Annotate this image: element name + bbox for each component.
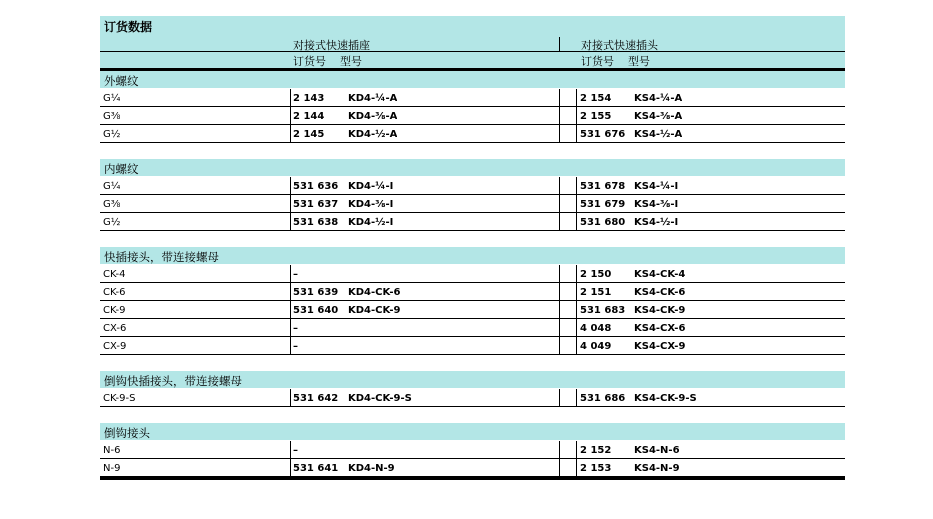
plug-type: KS4-½-A <box>634 129 683 140</box>
section-header <box>100 71 845 89</box>
plug-type: KS4-¼-I <box>634 181 679 192</box>
table-row <box>100 283 845 301</box>
plug-type: KS4-¼-A <box>634 93 683 104</box>
header-row-columns <box>100 52 845 68</box>
header-row-product <box>100 36 845 52</box>
plug-model-header: 型号 <box>628 55 650 68</box>
socket-order-number: 531 638 <box>293 217 339 228</box>
plug-order-number: 2 152 <box>580 445 612 456</box>
connection-label: N-9 <box>103 463 121 474</box>
plug-type: KS4-CX-9 <box>634 341 686 352</box>
column-divider <box>559 213 560 231</box>
order-data-table <box>100 16 845 480</box>
column-divider <box>576 195 577 213</box>
section-title: 倒钩接头 <box>104 426 150 440</box>
socket-header: 对接式快速插座 <box>293 39 370 52</box>
socket-order-number: 531 636 <box>293 181 339 192</box>
column-divider <box>576 107 577 125</box>
table-row <box>100 265 845 283</box>
section-title: 快插接头，带连接螺母 <box>104 250 219 264</box>
socket-order-number: – <box>293 269 298 280</box>
column-divider <box>576 177 577 195</box>
column-divider <box>559 337 560 355</box>
column-divider <box>559 125 560 143</box>
plug-type: KS4-CK-6 <box>634 287 686 298</box>
column-divider <box>290 283 291 301</box>
socket-type: KD4-CK-6 <box>348 287 401 298</box>
plug-type: KS4-½-I <box>634 217 679 228</box>
column-divider <box>559 283 560 301</box>
plug-type: KS4-CK-9 <box>634 305 686 316</box>
connection-label: CK-4 <box>103 269 126 280</box>
section-title: 内螺纹 <box>104 162 139 176</box>
connection-label: G¼ <box>103 93 121 104</box>
connection-label: CK-9-S <box>103 393 136 404</box>
column-divider <box>559 441 560 459</box>
column-divider <box>290 319 291 337</box>
socket-type: KD4-¼-A <box>348 93 398 104</box>
bottom-rule <box>100 477 845 480</box>
section-header <box>100 371 845 389</box>
table-row <box>100 177 845 195</box>
plug-order-number: 4 049 <box>580 341 612 352</box>
socket-type: KD4-CK-9 <box>348 305 401 316</box>
column-divider <box>576 389 577 407</box>
column-divider <box>290 125 291 143</box>
plug-column-headers <box>581 53 650 69</box>
socket-order-number: – <box>293 445 298 456</box>
plug-order-number: 531 679 <box>580 199 626 210</box>
column-divider <box>290 265 291 283</box>
column-divider <box>290 107 291 125</box>
socket-order-number: 2 144 <box>293 111 325 122</box>
section-spacer <box>100 143 845 159</box>
plug-order-number: 2 153 <box>580 463 612 474</box>
table-row <box>100 213 845 231</box>
connection-label: CX-6 <box>103 323 127 334</box>
plug-type: KS4-N-9 <box>634 463 680 474</box>
column-divider <box>290 177 291 195</box>
socket-column-headers <box>293 53 362 69</box>
connection-label: G½ <box>103 129 121 140</box>
column-divider <box>290 301 291 319</box>
column-divider <box>290 89 291 107</box>
connection-label: CX-9 <box>103 341 127 352</box>
connection-label: G⅜ <box>103 199 121 210</box>
socket-order-number: 2 145 <box>293 129 325 140</box>
plug-type: KS4-⅜-A <box>634 111 683 122</box>
table-title: 订货数据 <box>104 20 153 34</box>
plug-order-number: 531 680 <box>580 217 626 228</box>
column-divider <box>576 213 577 231</box>
table-title-bar <box>100 16 845 36</box>
plug-type: KS4-CK-4 <box>634 269 686 280</box>
header-divider <box>559 37 560 51</box>
socket-order-number: 531 639 <box>293 287 339 298</box>
plug-type: KS4-⅜-I <box>634 199 679 210</box>
section-spacer <box>100 231 845 247</box>
column-divider <box>576 301 577 319</box>
column-divider <box>290 195 291 213</box>
socket-type: KD4-½-A <box>348 129 398 140</box>
socket-order-number: 2 143 <box>293 93 325 104</box>
column-divider <box>576 125 577 143</box>
column-divider <box>559 301 560 319</box>
section-title: 倒钩快插接头，带连接螺母 <box>104 374 242 388</box>
connection-label: G¼ <box>103 181 121 192</box>
socket-model-header: 型号 <box>340 55 362 68</box>
table-row <box>100 441 845 459</box>
column-divider <box>559 319 560 337</box>
column-divider <box>559 195 560 213</box>
column-divider <box>576 283 577 301</box>
section-title: 外螺纹 <box>104 74 139 88</box>
column-divider <box>559 459 560 477</box>
table-row <box>100 389 845 407</box>
socket-type: KD4-N-9 <box>348 463 395 474</box>
table-row <box>100 107 845 125</box>
column-divider <box>290 441 291 459</box>
plug-header: 对接式快速插头 <box>581 39 658 52</box>
plug-order-number: 4 048 <box>580 323 612 334</box>
column-divider <box>576 319 577 337</box>
section-header <box>100 247 845 265</box>
section-header <box>100 423 845 441</box>
socket-order-no-header: 订货号 <box>293 55 326 68</box>
column-divider <box>576 89 577 107</box>
plug-type: KS4-N-6 <box>634 445 680 456</box>
column-divider <box>576 441 577 459</box>
socket-type: KD4-½-I <box>348 217 394 228</box>
column-divider <box>559 265 560 283</box>
socket-type: KD4-¼-I <box>348 181 394 192</box>
socket-order-number: 531 642 <box>293 393 339 404</box>
column-divider <box>576 337 577 355</box>
table-body <box>100 71 845 477</box>
socket-type: KD4-⅜-I <box>348 199 394 210</box>
connection-label: G½ <box>103 217 121 228</box>
plug-type: KS4-CX-6 <box>634 323 686 334</box>
column-divider <box>290 337 291 355</box>
column-divider <box>290 389 291 407</box>
table-row <box>100 89 845 107</box>
plug-order-number: 531 678 <box>580 181 626 192</box>
plug-order-number: 2 151 <box>580 287 612 298</box>
section-header <box>100 159 845 177</box>
socket-order-number: 531 640 <box>293 305 339 316</box>
connection-label: N-6 <box>103 445 121 456</box>
socket-order-number: 531 641 <box>293 463 339 474</box>
plug-order-number: 2 150 <box>580 269 612 280</box>
column-divider <box>576 265 577 283</box>
column-divider <box>559 177 560 195</box>
column-divider <box>559 389 560 407</box>
plug-order-number: 531 683 <box>580 305 626 316</box>
socket-order-number: 531 637 <box>293 199 339 210</box>
socket-order-number: – <box>293 323 298 334</box>
plug-order-number: 531 676 <box>580 129 626 140</box>
plug-order-number: 2 155 <box>580 111 612 122</box>
table-row <box>100 337 845 355</box>
column-divider <box>559 89 560 107</box>
section-spacer <box>100 407 845 423</box>
column-divider <box>576 459 577 477</box>
socket-type: KD4-⅜-A <box>348 111 398 122</box>
table-row <box>100 125 845 143</box>
plug-order-number: 531 686 <box>580 393 626 404</box>
plug-order-no-header: 订货号 <box>581 55 614 68</box>
table-row <box>100 301 845 319</box>
connection-label: CK-6 <box>103 287 126 298</box>
connection-label: CK-9 <box>103 305 126 316</box>
socket-order-number: – <box>293 341 298 352</box>
table-row <box>100 319 845 337</box>
plug-order-number: 2 154 <box>580 93 612 104</box>
section-spacer <box>100 355 845 371</box>
table-row <box>100 459 845 477</box>
connection-label: G⅜ <box>103 111 121 122</box>
column-divider <box>290 213 291 231</box>
plug-type: KS4-CK-9-S <box>634 393 697 404</box>
socket-type: KD4-CK-9-S <box>348 393 412 404</box>
column-divider <box>559 107 560 125</box>
column-divider <box>290 459 291 477</box>
table-row <box>100 195 845 213</box>
